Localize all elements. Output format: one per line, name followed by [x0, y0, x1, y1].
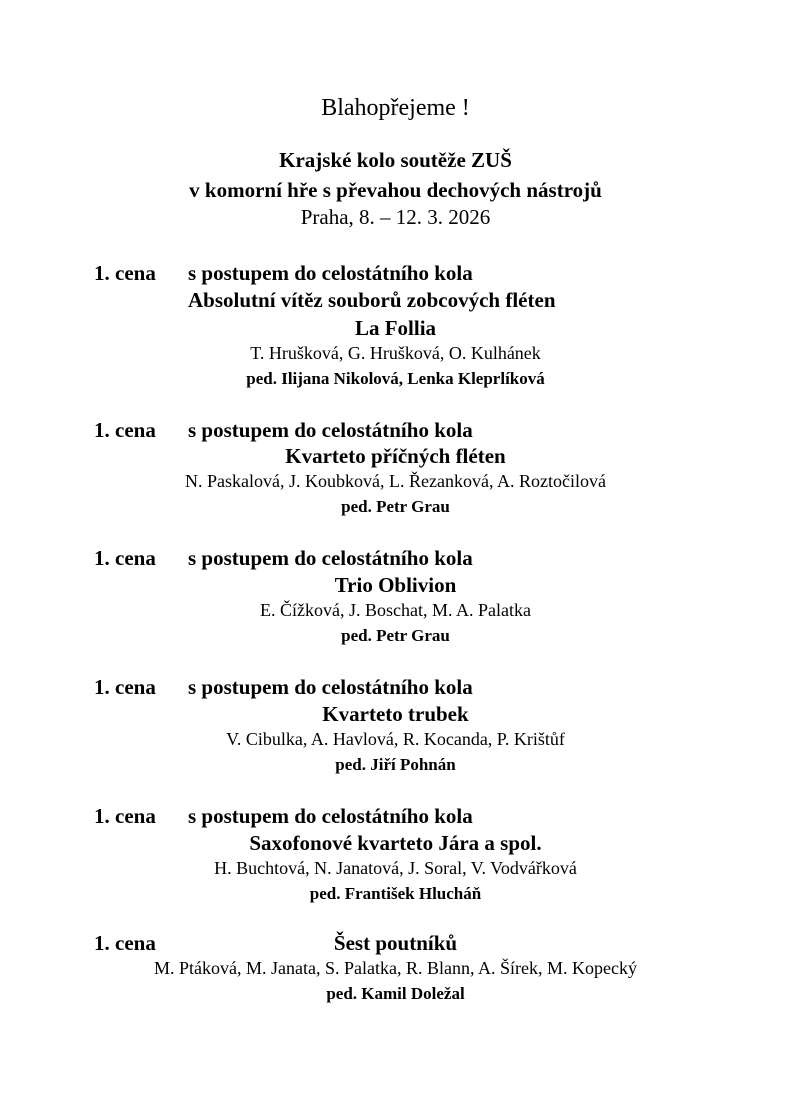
teacher-name: ped. František Hlucháň: [309, 884, 482, 903]
page-title: Blahopřejeme !: [321, 95, 470, 121]
prize-label: 1. cena: [94, 804, 156, 828]
teacher-name: ped. Ilijana Nikolová, Lenka Kleprlíková: [246, 369, 545, 388]
advancement-label: s postupem do celostátního kola: [188, 675, 473, 699]
teacher-name: ped. Jiří Pohnán: [335, 755, 456, 774]
advancement-label: s postupem do celostátního kola: [188, 418, 473, 442]
ensemble-name: Kvarteto příčných fléten: [285, 444, 506, 468]
advancement-label: s postupem do celostátního kola: [188, 804, 473, 828]
ensemble-name: La Follia: [354, 316, 437, 340]
ensemble-name: Saxofonové kvarteto Jára a spol.: [249, 831, 542, 855]
ensemble-members: V. Cibulka, A. Havlová, R. Kocanda, P. Krištůf: [226, 729, 565, 749]
ensemble-members: M. Ptáková, M. Janata, S. Palatka, R. Blann, A. Šírek, M. Kopecký: [154, 958, 637, 978]
competition-place-date: Praha, 8. – 12. 3. 2026: [300, 205, 491, 229]
advancement-label: s postupem do celostátního kola: [188, 546, 473, 570]
teacher-name: ped. Petr Grau: [341, 497, 450, 516]
teacher-name: ped. Petr Grau: [341, 626, 450, 645]
ensemble-name: Šest poutníků: [333, 931, 458, 955]
award-label: Absolutní vítěz souborů zobcových fléten: [188, 288, 556, 312]
ensemble-members: N. Paskalová, J. Koubková, L. Řezanková, A. Roztočilová: [185, 471, 606, 491]
competition-category: v komorní hře s převahou dechových nástrojů: [189, 178, 602, 202]
ensemble-name: Trio Oblivion: [334, 573, 457, 597]
prize-label: 1. cena: [94, 675, 156, 699]
ensemble-members: H. Buchtová, N. Janatová, J. Soral, V. Vodvářková: [214, 858, 577, 878]
prize-label: 1. cena: [94, 931, 156, 955]
competition-name: Krajské kolo soutěže ZUŠ: [279, 148, 512, 172]
advancement-label: s postupem do celostátního kola: [188, 261, 473, 285]
prize-label: 1. cena: [94, 261, 156, 285]
prize-label: 1. cena: [94, 418, 156, 442]
ensemble-members: T. Hrušková, G. Hrušková, O. Kulhánek: [250, 343, 541, 363]
ensemble-members: E. Čížková, J. Boschat, M. A. Palatka: [260, 600, 531, 620]
teacher-name: ped. Kamil Doležal: [326, 984, 465, 1003]
prize-label: 1. cena: [94, 546, 156, 570]
ensemble-name: Kvarteto trubek: [322, 702, 469, 726]
